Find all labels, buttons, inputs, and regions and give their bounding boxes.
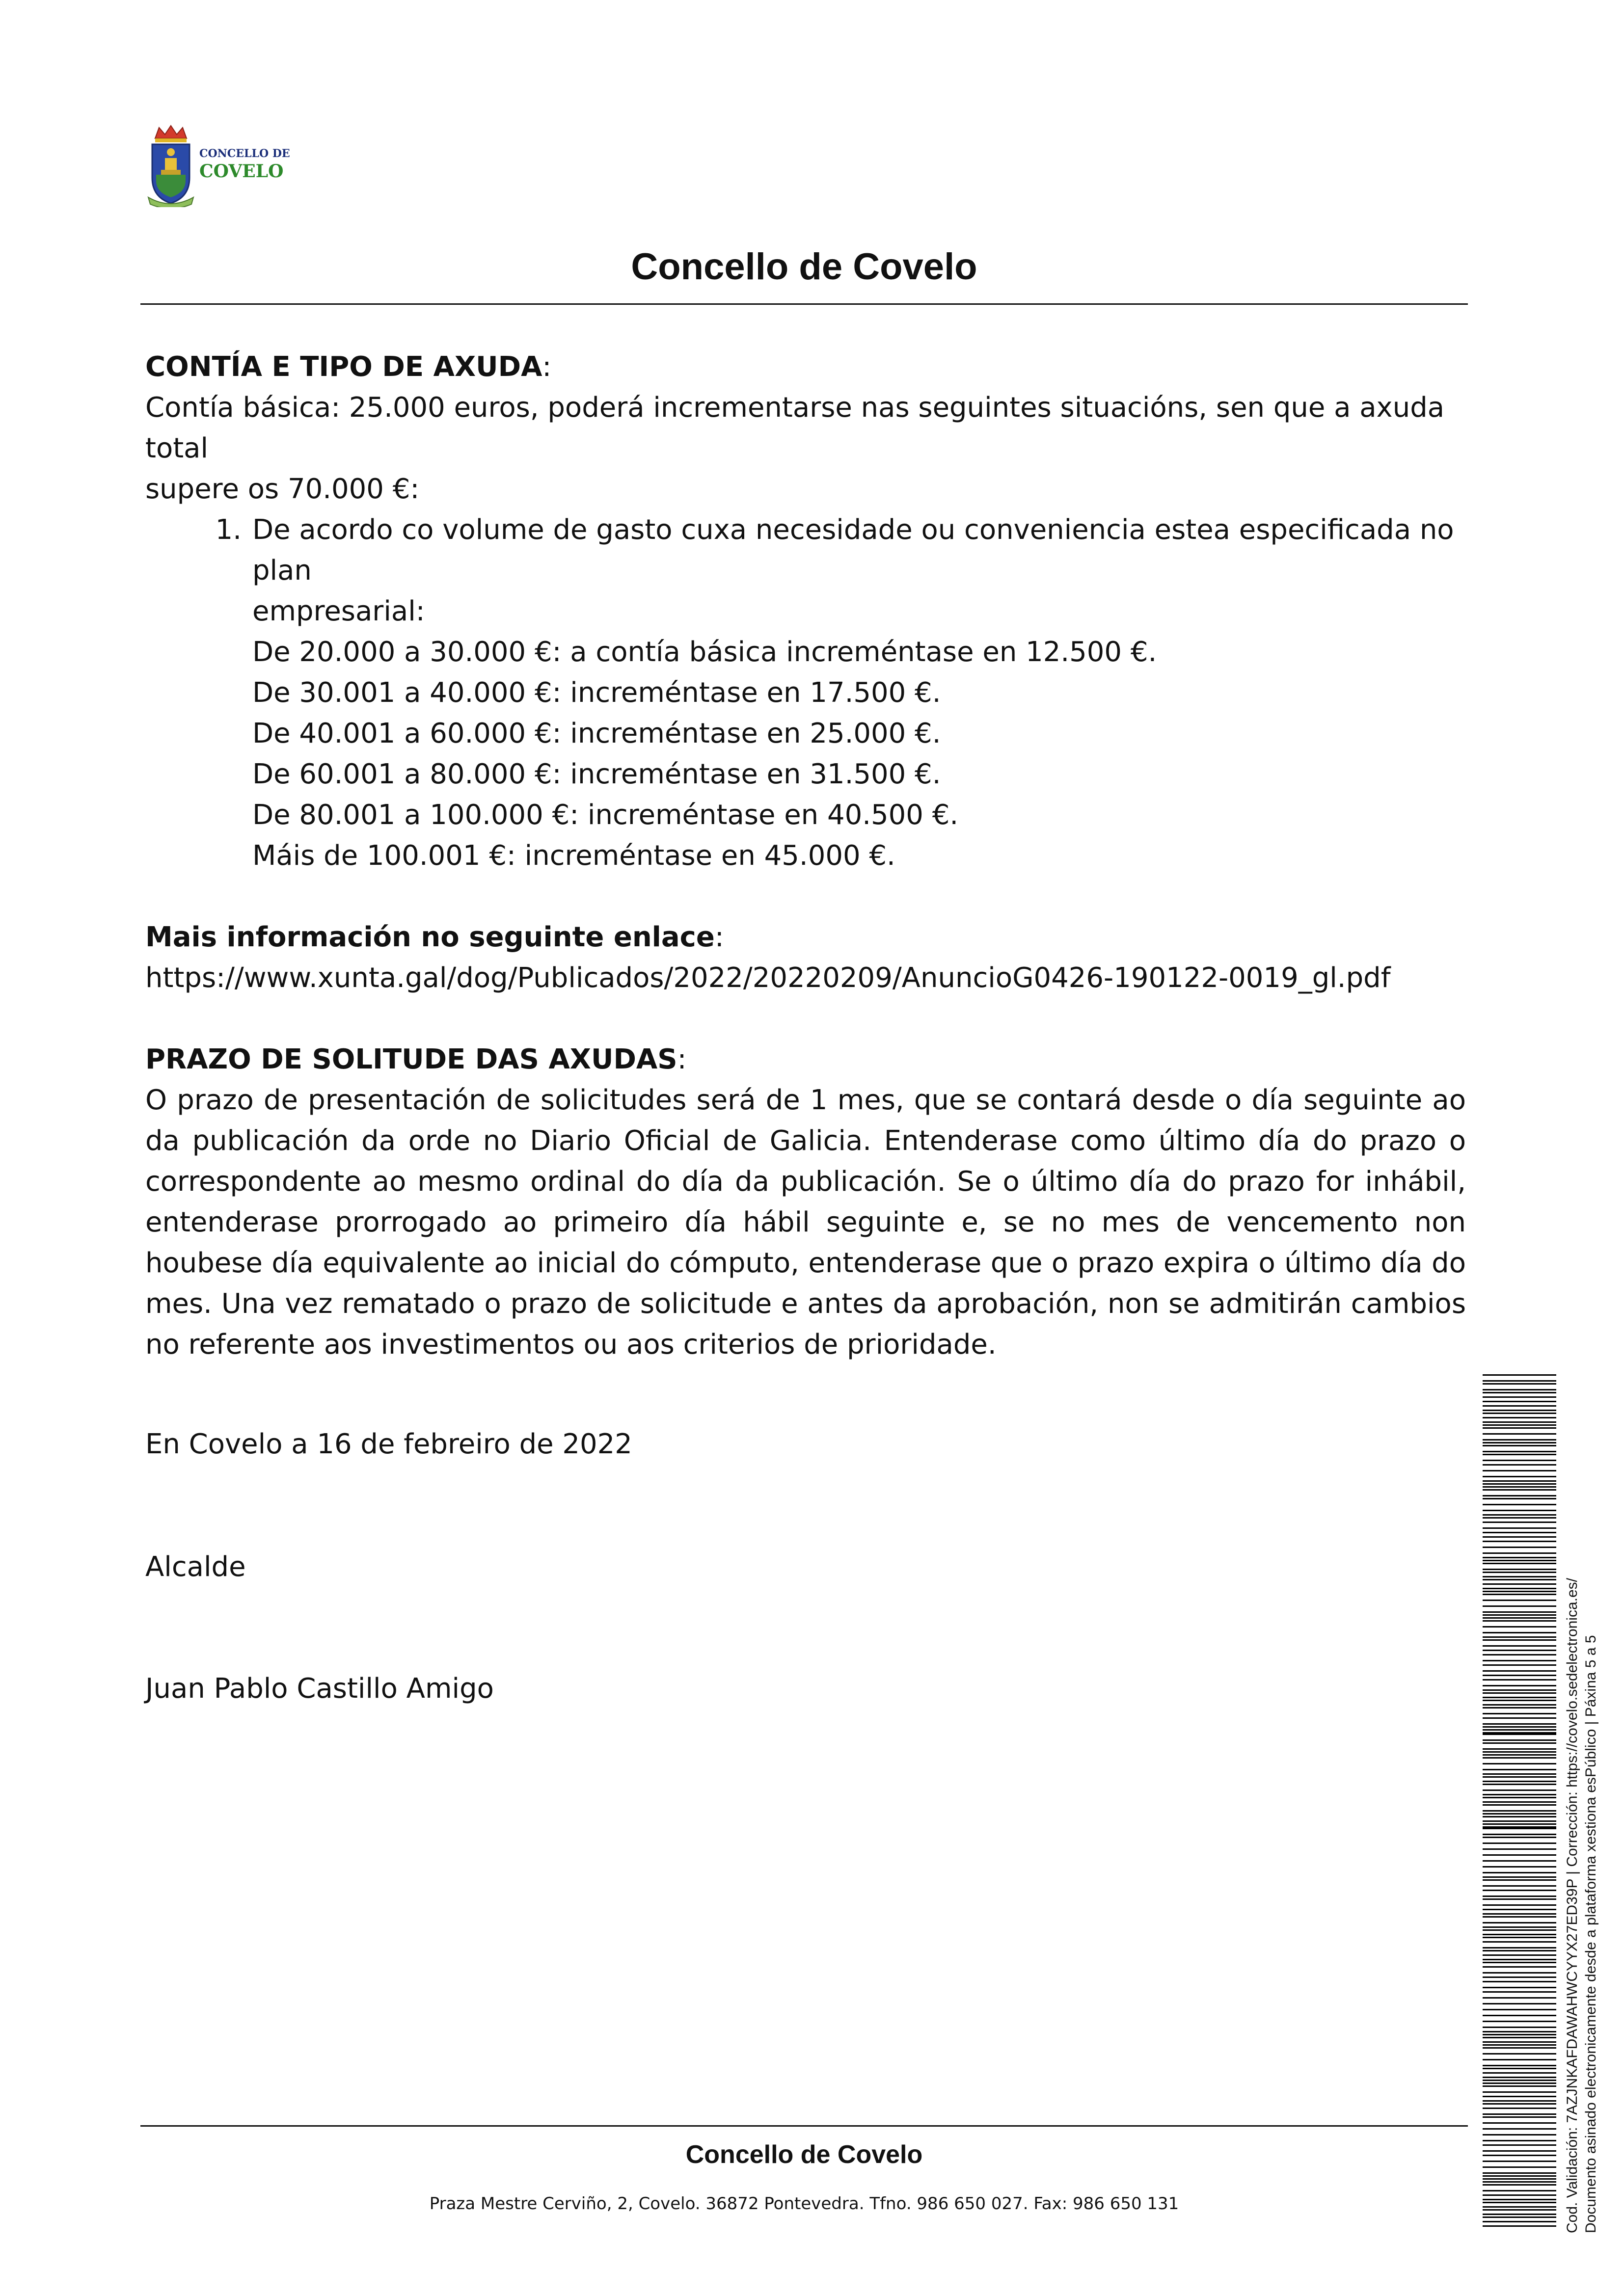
barcode-bar xyxy=(1483,1670,1556,1672)
barcode-bar xyxy=(1483,2103,1556,2105)
barcode-bar xyxy=(1483,1773,1556,1775)
barcode-bar xyxy=(1483,1636,1556,1638)
barcode-bar xyxy=(1483,1997,1556,1999)
barcode-bar xyxy=(1483,1536,1556,1538)
barcode-bar xyxy=(1483,2202,1556,2203)
amount-heading: CONTÍA E TIPO DE AXUDA xyxy=(145,351,542,383)
barcode-bar xyxy=(1483,1605,1556,1607)
barcode-bar xyxy=(1483,1427,1556,1429)
deadline-section xyxy=(145,1039,1466,1365)
barcode-bar xyxy=(1483,2009,1556,2010)
barcode-bar xyxy=(1483,2047,1556,2049)
deadline-heading: PRAZO DE SOLITUDE DAS AXUDAS xyxy=(145,1043,677,1075)
barcode-bar xyxy=(1483,1588,1556,1589)
barcode-bar xyxy=(1483,1926,1556,1928)
barcode-bar xyxy=(1483,1396,1556,1398)
barcode-bar xyxy=(1483,2161,1556,2162)
concello-logo xyxy=(146,124,294,212)
footer-divider xyxy=(140,2125,1468,2127)
barcode-bar xyxy=(1483,1600,1556,1601)
barcode-bar xyxy=(1483,1784,1556,1785)
validation-line-2: Documento asinado electronicamente desde a plataforma xestiona esPúblico | Páxina 5 a 5 xyxy=(1583,1635,1599,2233)
barcode-bar xyxy=(1483,1848,1556,1850)
barcode-bar xyxy=(1483,2166,1556,2168)
barcode-bar xyxy=(1483,1976,1556,1978)
amount-section xyxy=(145,347,1466,876)
barcode-bar xyxy=(1483,1854,1556,1856)
barcode-bar xyxy=(1483,2221,1556,2222)
barcode-bar xyxy=(1483,1424,1556,1426)
barcode-bar xyxy=(1483,2122,1556,2124)
barcode-bar xyxy=(1483,2134,1556,2136)
validation-line-1: Cod. Validación: 7AZJNKAFDAWAHWCYYX27ED39P | Corrección: https://covelo.sedelectronica.es/ xyxy=(1564,1577,1580,2233)
barcode-bar xyxy=(1483,1476,1556,1477)
barcode-bar xyxy=(1483,2184,1556,2186)
barcode-bar xyxy=(1483,1962,1556,1963)
barcode-icon xyxy=(1483,1374,1556,2228)
barcode-bar xyxy=(1483,2199,1556,2200)
barcode-bar xyxy=(1483,1486,1556,1488)
amount-intro-line-2: supere os 70.000 €: xyxy=(145,473,420,505)
barcode-bar xyxy=(1483,1560,1556,1561)
barcode-bar xyxy=(1483,1816,1556,1817)
barcode-bar xyxy=(1483,1445,1556,1446)
barcode-bar xyxy=(1483,1742,1556,1744)
barcode-bar xyxy=(1483,2144,1556,2146)
barcode-bar xyxy=(1483,1987,1556,1988)
barcode-bar xyxy=(1483,1480,1556,1482)
deadline-heading-colon: : xyxy=(677,1043,687,1075)
barcode-bar xyxy=(1483,1454,1556,1455)
barcode-bar xyxy=(1483,1410,1556,1411)
barcode-bar xyxy=(1483,2214,1556,2215)
barcode-bar xyxy=(1483,1383,1556,1385)
barcode-bar xyxy=(1483,1579,1556,1580)
barcode-bar xyxy=(1483,1442,1556,1443)
barcode-bar xyxy=(1483,1713,1556,1714)
barcode-bar xyxy=(1483,1723,1556,1725)
barcode-bar xyxy=(1483,2077,1556,2078)
barcode-bar xyxy=(1483,1464,1556,1466)
info-heading: Mais información no seguinte enlace xyxy=(145,921,715,953)
barcode-bar xyxy=(1483,1804,1556,1806)
barcode-bar xyxy=(1483,2068,1556,2069)
barcode-bar xyxy=(1483,2190,1556,2191)
barcode-bar xyxy=(1483,2041,1556,2043)
footer-org: Concello de Covelo xyxy=(685,2140,923,2169)
barcode-bar xyxy=(1483,1527,1556,1529)
barcode-bar xyxy=(1483,2096,1556,2097)
barcode-bar xyxy=(1483,2053,1556,2055)
barcode-bar xyxy=(1483,1685,1556,1686)
barcode-bar xyxy=(1483,2065,1556,2066)
barcode-bar xyxy=(1483,1569,1556,1570)
barcode-bar xyxy=(1483,1959,1556,1960)
barcode-bar xyxy=(1483,1654,1556,1655)
barcode-bar xyxy=(1483,1898,1556,1900)
barcode-bar xyxy=(1483,1660,1556,1661)
barcode-bar xyxy=(1483,1389,1556,1390)
barcode-bar xyxy=(1483,1937,1556,1938)
barcode-bar xyxy=(1483,1922,1556,1923)
barcode-bar xyxy=(1483,1748,1556,1750)
barcode-bar xyxy=(1483,1405,1556,1407)
barcode-bar xyxy=(1483,1981,1556,1982)
barcode-bar xyxy=(1483,1842,1556,1844)
barcode-bar xyxy=(1483,1451,1556,1452)
barcode-bar xyxy=(1483,2059,1556,2060)
barcode-bar xyxy=(1483,1563,1556,1564)
range-line: De 20.000 a 30.000 €: a contía básica increméntase en 12.500 €. xyxy=(252,636,1157,668)
barcode-bar xyxy=(1483,1433,1556,1435)
barcode-bar xyxy=(1483,1572,1556,1573)
barcode-bar xyxy=(1483,2172,1556,2174)
barcode-bar xyxy=(1483,2003,1556,2004)
list-number: 1. xyxy=(215,514,242,546)
range-line: De 30.001 a 40.000 €: increméntase en 17.500 €. xyxy=(252,677,941,709)
barcode-bar xyxy=(1483,1781,1556,1782)
barcode-bar xyxy=(1483,1541,1556,1542)
barcode-bar xyxy=(1483,1916,1556,1918)
barcode-bar xyxy=(1483,2225,1556,2227)
barcode-bar xyxy=(1483,2091,1556,2093)
document-body xyxy=(145,347,1466,1365)
barcode-bar xyxy=(1483,1834,1556,1835)
barcode-bar xyxy=(1483,1689,1556,1691)
barcode-bar xyxy=(1483,1885,1556,1887)
barcode-bar xyxy=(1483,1913,1556,1915)
barcode-bar xyxy=(1483,1717,1556,1719)
barcode-bar xyxy=(1483,1941,1556,1943)
barcode-bar xyxy=(1483,1583,1556,1585)
barcode-bar xyxy=(1483,2072,1556,2074)
range-line: De 40.001 a 60.000 €: increméntase en 25.000 €. xyxy=(252,718,941,749)
info-section xyxy=(145,917,1466,998)
barcode-bar xyxy=(1483,1495,1556,1496)
barcode-bar xyxy=(1483,1517,1556,1519)
barcode-bar xyxy=(1483,2181,1556,2183)
barcode-bar xyxy=(1483,1866,1556,1868)
barcode-bar xyxy=(1483,1380,1556,1382)
barcode-bar xyxy=(1483,1954,1556,1956)
list-content xyxy=(242,509,1466,876)
barcode-bar xyxy=(1483,1890,1556,1891)
barcode-bar xyxy=(1483,2155,1556,2156)
barcode-bar xyxy=(1483,1460,1556,1461)
barcode-bar xyxy=(1483,2034,1556,2035)
barcode-bar xyxy=(1483,2015,1556,2016)
barcode-bar xyxy=(1483,1729,1556,1731)
barcode-bar xyxy=(1483,1820,1556,1822)
barcode-bar xyxy=(1483,1611,1556,1613)
barcode-bar xyxy=(1483,1904,1556,1906)
header-divider xyxy=(140,303,1468,305)
signer-role: Alcalde xyxy=(145,1551,246,1583)
barcode-bar xyxy=(1483,1522,1556,1523)
barcode-bar xyxy=(1483,1751,1556,1753)
range-line: Máis de 100.001 €: increméntase en 45.000 €. xyxy=(252,840,895,872)
barcode-bar xyxy=(1483,1650,1556,1651)
page-header-title: Concello de Covelo xyxy=(631,246,977,288)
barcode-bar xyxy=(1483,1576,1556,1577)
barcode-bar xyxy=(1483,1810,1556,1812)
barcode-bar xyxy=(1483,2100,1556,2102)
barcode-bar xyxy=(1483,1614,1556,1616)
barcode-bar xyxy=(1483,2150,1556,2152)
logo-line-2: COVELO xyxy=(199,161,284,182)
barcode-bar xyxy=(1483,1498,1556,1499)
barcode-bar xyxy=(1483,1789,1556,1791)
amount-intro-line-1: Contía básica: 25.000 euros, poderá incrementarse nas seguintes situacións, sen que a axuda total xyxy=(145,392,1445,464)
barcode-bar xyxy=(1483,2116,1556,2118)
barcode-bar xyxy=(1483,1692,1556,1694)
barcode-bar xyxy=(1483,1594,1556,1595)
info-link[interactable]: https://www.xunta.gal/dog/Publicados/2022/20220209/AnuncioG0426-190122-0019_gl.pdf xyxy=(145,962,1391,994)
barcode-bar xyxy=(1483,1401,1556,1402)
barcode-bar xyxy=(1483,1697,1556,1698)
barcode-bar xyxy=(1483,1552,1556,1554)
barcode-bar xyxy=(1483,1421,1556,1423)
barcode-bar xyxy=(1483,2080,1556,2081)
barcode-bar xyxy=(1483,1879,1556,1881)
barcode-bar xyxy=(1483,1700,1556,1701)
barcode-bar xyxy=(1483,1732,1556,1735)
barcode-bar xyxy=(1483,1675,1556,1676)
barcode-bar xyxy=(1483,1617,1556,1619)
barcode-bar xyxy=(1483,1489,1556,1491)
barcode-bar xyxy=(1483,1510,1556,1511)
barcode-bar xyxy=(1483,1726,1556,1728)
barcode-bar xyxy=(1483,2082,1556,2084)
barcode-bar xyxy=(1483,1876,1556,1878)
barcode-bar xyxy=(1483,2216,1556,2218)
barcode-bar xyxy=(1483,1776,1556,1778)
info-heading-colon: : xyxy=(714,921,724,953)
barcode-bar xyxy=(1483,1591,1556,1592)
barcode-bar xyxy=(1483,2085,1556,2087)
barcode-bar xyxy=(1483,1972,1556,1974)
barcode-bar xyxy=(1483,1704,1556,1706)
barcode-bar xyxy=(1483,1763,1556,1764)
barcode-bar xyxy=(1483,1823,1556,1825)
barcode-bar xyxy=(1483,2209,1556,2211)
barcode-bar xyxy=(1483,2027,1556,2028)
barcode-bar xyxy=(1483,1797,1556,1798)
barcode-bar xyxy=(1483,1769,1556,1770)
barcode-bar xyxy=(1483,1632,1556,1633)
list-line-2: empresarial: xyxy=(252,595,425,627)
barcode-bar xyxy=(1483,1813,1556,1815)
barcode-bar xyxy=(1483,1514,1556,1516)
barcode-bar xyxy=(1483,2044,1556,2046)
barcode-bar xyxy=(1483,1532,1556,1533)
barcode-bar xyxy=(1483,1966,1556,1968)
barcode-bar xyxy=(1483,2128,1556,2130)
barcode-bar xyxy=(1483,1664,1556,1666)
barcode-bar xyxy=(1483,1620,1556,1622)
barcode-bar xyxy=(1483,1557,1556,1558)
amount-heading-colon: : xyxy=(542,351,552,383)
barcode-bar xyxy=(1483,1950,1556,1951)
range-line: De 60.001 a 80.000 €: increméntase en 31.500 €. xyxy=(252,758,941,790)
barcode-bar xyxy=(1483,2206,1556,2208)
list-item xyxy=(145,509,1466,876)
barcode-bar xyxy=(1483,1794,1556,1795)
place-date: En Covelo a 16 de febreiro de 2022 xyxy=(145,1428,632,1460)
barcode-bar xyxy=(1483,2031,1556,2032)
barcode-bar xyxy=(1483,1626,1556,1628)
barcode-bar xyxy=(1483,2194,1556,2196)
barcode-bar xyxy=(1483,2021,1556,2022)
barcode-bar xyxy=(1483,1896,1556,1897)
barcode-bar xyxy=(1483,2175,1556,2177)
barcode-bar xyxy=(1483,2108,1556,2109)
barcode-bar xyxy=(1483,1837,1556,1838)
barcode-bar xyxy=(1483,1504,1556,1505)
barcode-bar xyxy=(1483,1872,1556,1873)
deadline-paragraph: O prazo de presentación de solicitudes será de 1 mes, que se contará desde o día seguinte ao da publicación da orde no Diario Oficial de Galicia. Entenderase como último día do prazo o correspondente ao mesmo ordinal do día da publicación. Se o último día do prazo for inhábil, entenderase prorrogado ao primeiro día hábil seguinte e, se no mes de vencemento non houbese día equivalente ao inicial do cómputo, entenderase que o prazo expira o último día do mes. Una vez rematado o prazo de solicitude e antes da aprobación, non se admitirán cambios no referente aos investimentos ou aos criterios de prioridade. xyxy=(145,1084,1466,1361)
barcode-bar xyxy=(1483,1639,1556,1641)
barcode-bar xyxy=(1483,1547,1556,1548)
barcode-bar xyxy=(1483,1860,1556,1862)
barcode-bar xyxy=(1483,2113,1556,2115)
barcode-bar xyxy=(1483,1757,1556,1759)
barcode-bar xyxy=(1483,1991,1556,1993)
barcode-bar xyxy=(1483,1679,1556,1681)
barcode-bar xyxy=(1483,1754,1556,1756)
barcode-bar xyxy=(1483,1374,1556,1376)
barcode-bar xyxy=(1483,1929,1556,1931)
barcode-bar xyxy=(1483,1947,1556,1949)
barcode-bar xyxy=(1483,1909,1556,1910)
footer-address: Praza Mestre Cerviño, 2, Covelo. 36872 Pontevedra. Tfno. 986 650 027. Fax: 986 650 131 xyxy=(429,2194,1179,2214)
barcode-bar xyxy=(1483,1934,1556,1935)
validation-text xyxy=(1563,1369,1600,2233)
list-line-1: De acordo co volume de gasto cuxa necesidade ou conveniencia estea especificada no plan xyxy=(252,514,1454,587)
barcode-bar xyxy=(1483,1645,1556,1647)
range-line: De 80.001 a 100.000 €: increméntase en 40.500 €. xyxy=(252,799,959,831)
barcode-bar xyxy=(1483,1439,1556,1441)
barcode-bar xyxy=(1483,1413,1556,1414)
logo-line-1: CONCELLO DE xyxy=(199,147,290,160)
signer-name: Juan Pablo Castillo Amigo xyxy=(145,1673,494,1705)
coat-of-arms-icon xyxy=(146,124,195,207)
barcode-bar xyxy=(1483,2140,1556,2141)
barcode-bar xyxy=(1483,1801,1556,1803)
barcode-bar xyxy=(1483,1470,1556,1471)
barcode-bar xyxy=(1483,2037,1556,2038)
barcode-bar xyxy=(1483,1826,1556,1829)
barcode-bar xyxy=(1483,1483,1556,1485)
barcode-bar xyxy=(1483,1392,1556,1393)
barcode-bar xyxy=(1483,1417,1556,1418)
barcode-bar xyxy=(1483,1739,1556,1741)
barcode-bar xyxy=(1483,2178,1556,2180)
barcode-bar xyxy=(1483,1707,1556,1709)
